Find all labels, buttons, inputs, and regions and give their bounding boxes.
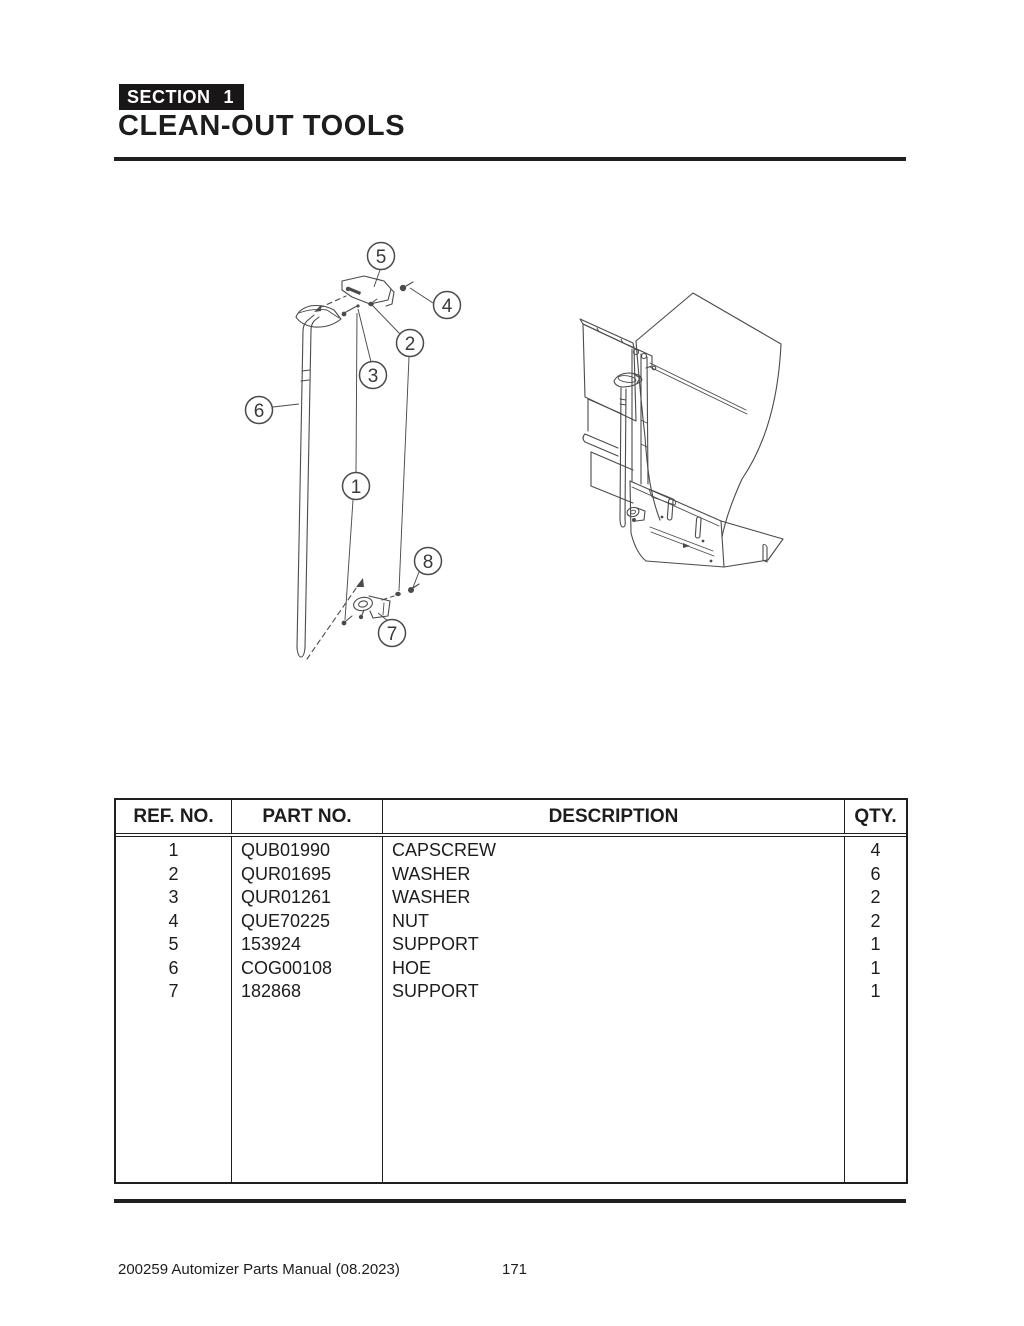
page-title: CLEAN-OUT TOOLS [118, 110, 406, 142]
ref-no-cell: 4 [168, 910, 179, 931]
description-cell: SUPPORT [392, 934, 479, 954]
part-no-cell: COG00108 [241, 957, 333, 978]
section-label: SECTION [127, 86, 211, 107]
leader-lines [273, 270, 433, 621]
qty-cell: 1 [870, 934, 881, 954]
callout-3 [360, 362, 387, 389]
callout-2 [397, 330, 424, 357]
header-qty: QTY. [854, 805, 897, 827]
ref-no-cell: 6 [168, 957, 179, 978]
ref-no-cell: 1 [168, 840, 179, 860]
part-no-cell: QUR01261 [241, 887, 332, 907]
column-ref-no [116, 837, 232, 1182]
callout-8 [415, 548, 442, 575]
description-cell: HOE [392, 957, 432, 978]
description-cell: CAPSCREW [392, 840, 497, 860]
ref-no-cell: 3 [168, 887, 179, 907]
part-no-cell: 153924 [241, 934, 302, 954]
callout-6 [246, 397, 273, 424]
svg-text:2: 2 [404, 334, 416, 355]
qty-cell: 2 [870, 887, 881, 907]
description-cell: NUT [392, 910, 429, 931]
column-part-no [232, 837, 383, 1182]
column-qty [845, 837, 906, 1182]
footer-page-number: 171 [502, 1261, 528, 1278]
svg-text:1: 1 [350, 477, 362, 498]
machine-assembly-view [580, 293, 783, 567]
qty-cell: 2 [870, 910, 881, 931]
callout-7 [379, 620, 406, 647]
header-description: DESCRIPTION [383, 800, 845, 833]
parts-table-header [116, 800, 906, 837]
part-no-cell: QUE70225 [241, 910, 331, 931]
ref-no-cell: 5 [168, 934, 179, 954]
part-no-cell: QUR01695 [241, 863, 332, 884]
part-no-cell: QUB01990 [241, 840, 331, 860]
svg-text:8: 8 [422, 552, 434, 573]
column-description [383, 837, 845, 1182]
svg-text:3: 3 [367, 366, 379, 387]
ref-no-cell: 2 [168, 863, 179, 884]
svg-text:4: 4 [441, 296, 453, 317]
header-ref-no: REF. NO. [116, 800, 232, 833]
qty-cell: 4 [870, 840, 881, 860]
footer-rule [114, 1199, 906, 1203]
callout-4 [434, 292, 461, 319]
qty-cell: 1 [870, 957, 881, 978]
description-cell: WASHER [392, 863, 471, 884]
section-number: 1 [223, 86, 234, 107]
part-no-cell: 182868 [241, 981, 302, 1001]
svg-text:7: 7 [386, 624, 398, 645]
header-part-no: PART NO. [232, 800, 383, 833]
parts-table-body [116, 837, 906, 1182]
ref-no-cell: 7 [168, 981, 179, 1001]
parts-table [114, 798, 908, 1184]
callout-5 [368, 243, 395, 270]
description-cell: SUPPORT [392, 981, 479, 1001]
svg-text:5: 5 [375, 247, 387, 268]
description-cell: WASHER [392, 887, 471, 907]
svg-text:6: 6 [253, 401, 265, 422]
qty-cell: 6 [870, 863, 881, 884]
footer-manual-title: 200259 Automizer Parts Manual (08.2023) [118, 1261, 400, 1278]
qty-cell: 1 [870, 981, 881, 1001]
callout-1 [343, 473, 370, 500]
